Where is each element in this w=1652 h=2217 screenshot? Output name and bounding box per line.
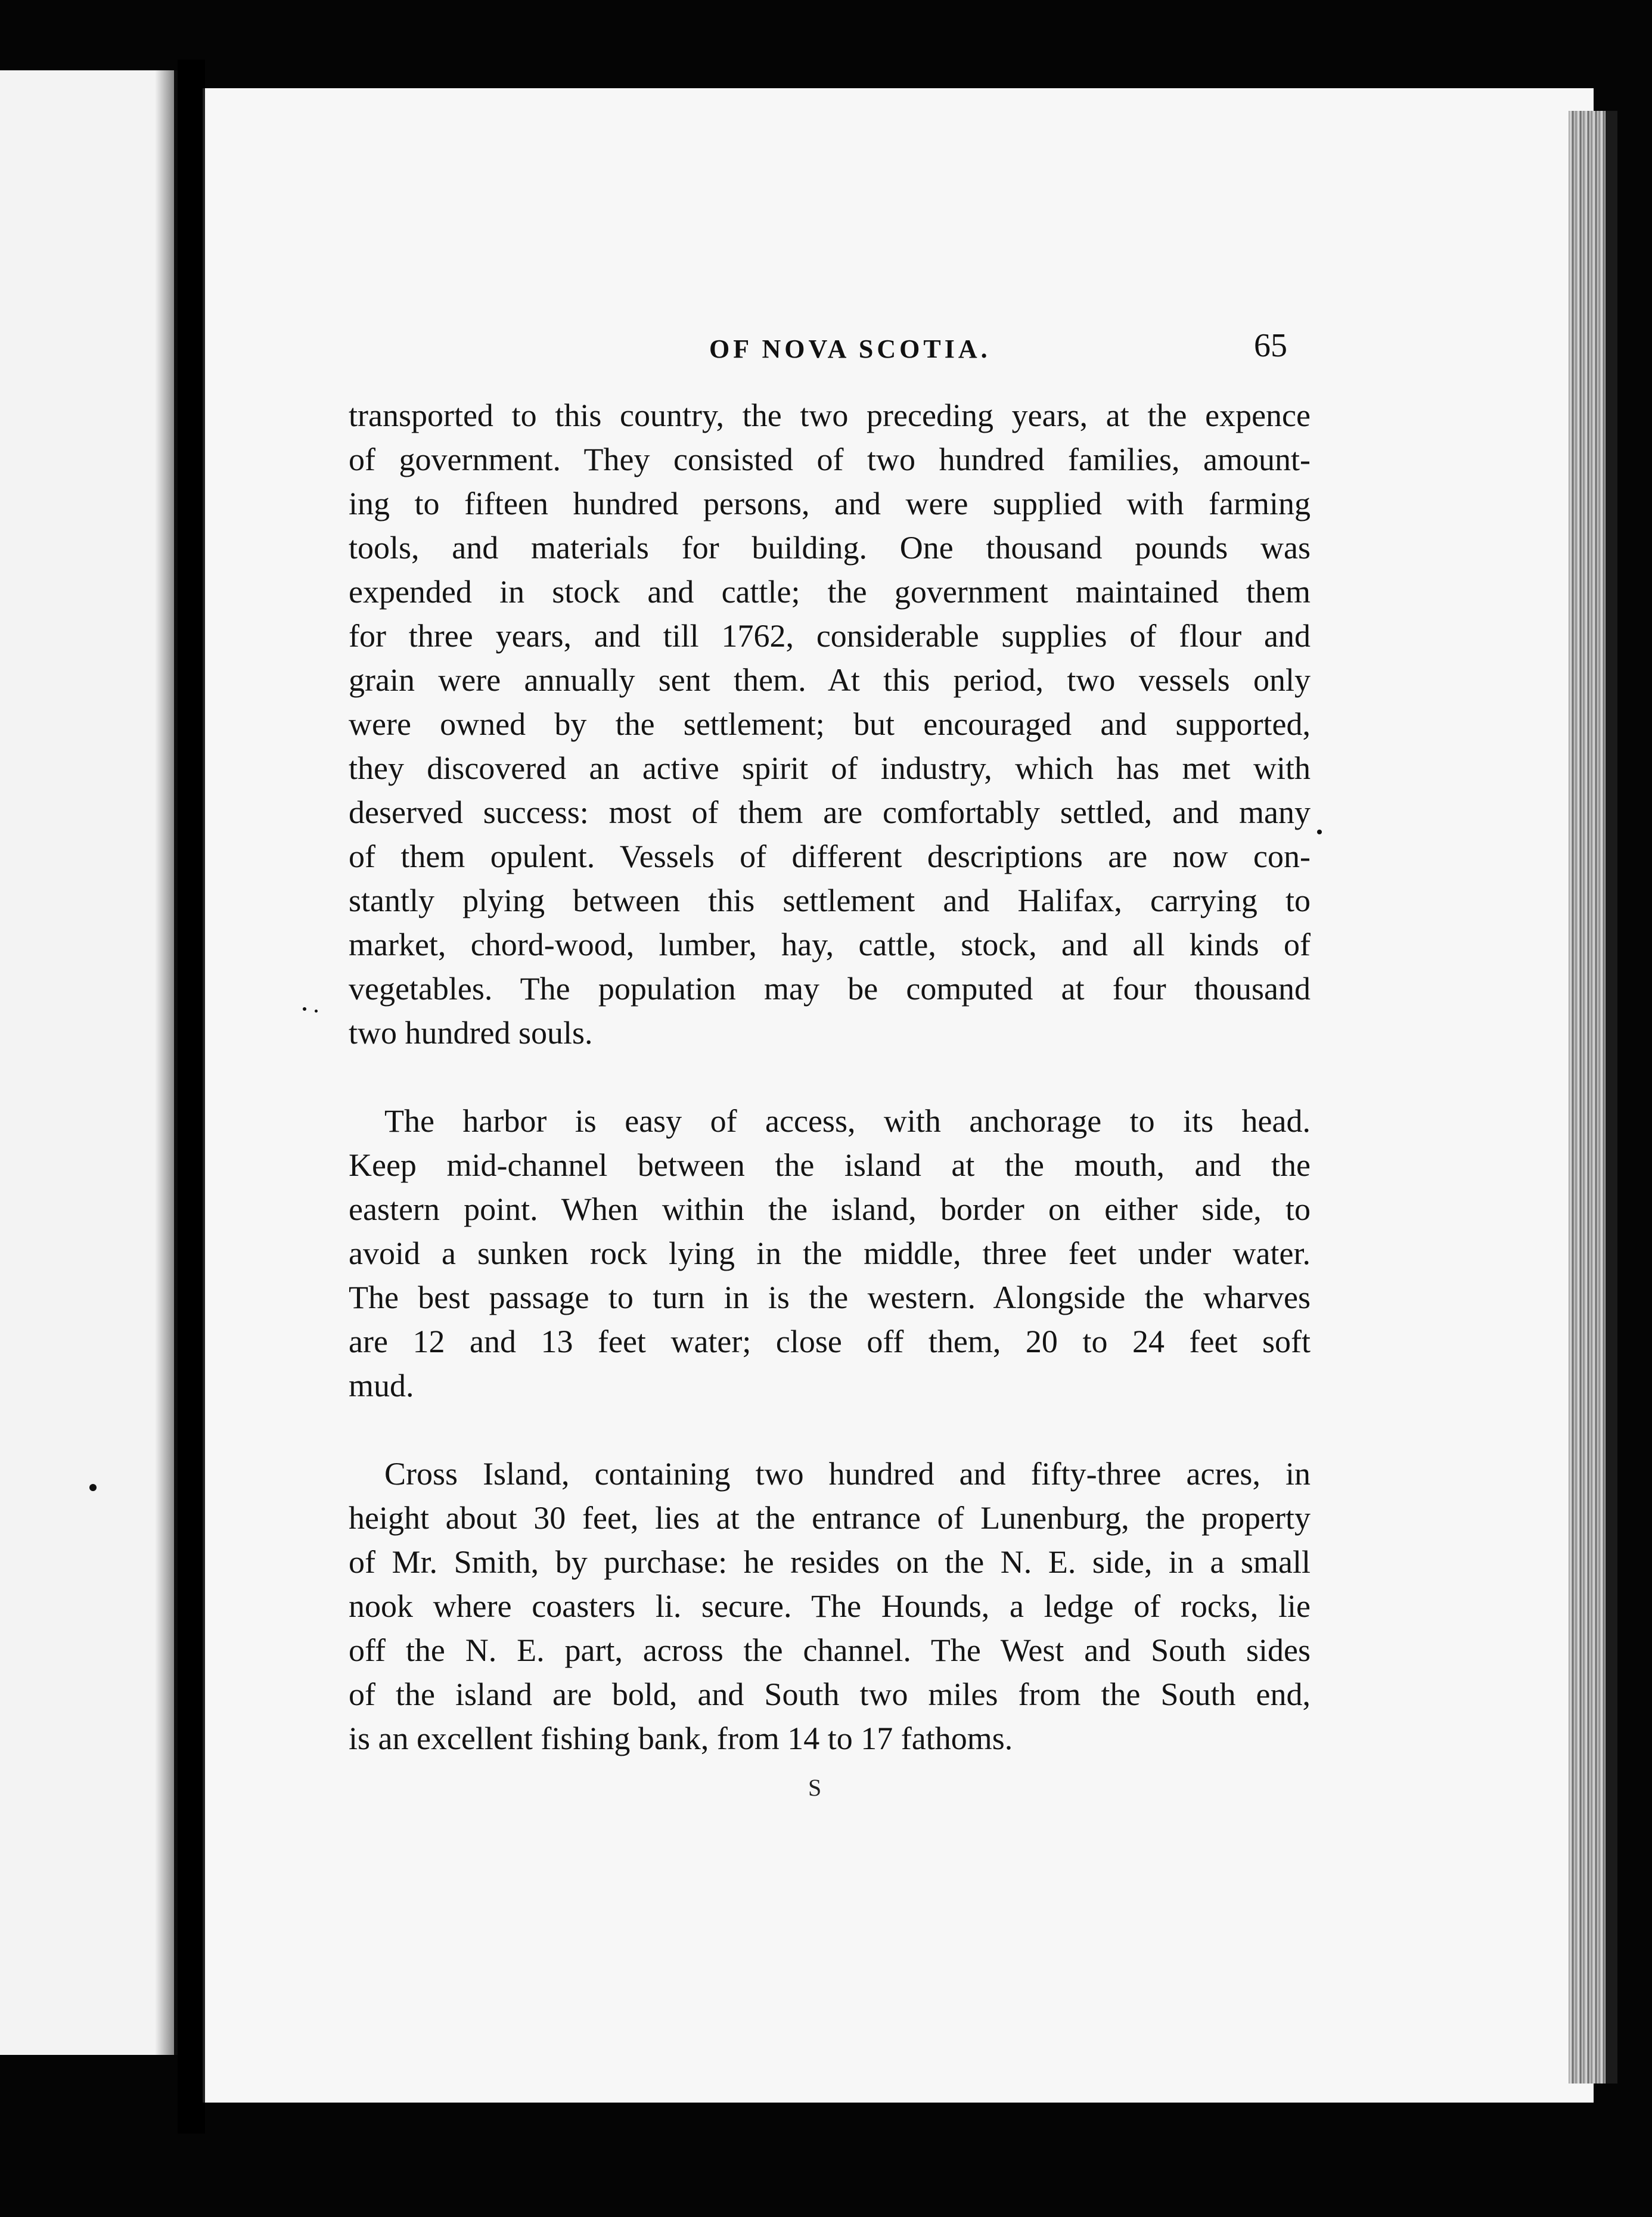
signature-mark: S xyxy=(808,1774,822,1801)
paragraph xyxy=(349,1452,1311,1760)
text-line: The best passage to turn in is the western. Alongside the wharves xyxy=(349,1280,1311,1315)
text-line: for three years, and till 1762, considerable supplies of flour and xyxy=(349,618,1311,654)
running-header: OF NOVA SCOTIA. xyxy=(709,334,991,364)
text-line: tools, and materials for building. One thousand pounds was xyxy=(349,530,1311,566)
text-line: are 12 and 13 feet water; close off them, 20 to 24 feet soft xyxy=(349,1324,1311,1359)
text-line: two hundred souls. xyxy=(349,1015,593,1051)
text-line: of Mr. Smith, by purchase: he resides on the N. E. side, in a small xyxy=(349,1544,1311,1580)
text-line: grain were annually sent them. At this period, two vessels only xyxy=(349,662,1311,698)
text-line: vegetables. The population may be computed at four thousand xyxy=(349,971,1311,1007)
text-line: ing to fifteen hundred persons, and were supplied with farming xyxy=(349,486,1311,521)
text-line: mud. xyxy=(349,1368,414,1404)
scan-speck xyxy=(315,1010,318,1013)
text-line: The harbor is easy of access, with anchorage to its head. xyxy=(384,1103,1311,1139)
text-line: avoid a sunken rock lying in the middle, three feet under water. xyxy=(349,1235,1311,1271)
scan-speck xyxy=(1317,830,1322,834)
text-line: deserved success: most of them are comfortably settled, and many xyxy=(349,794,1311,830)
text-line: of them opulent. Vessels of different descriptions are now con- xyxy=(349,839,1311,874)
facing-page-edge xyxy=(0,70,178,2055)
text-line: height about 30 feet, lies at the entrance of Lunenburg, the property xyxy=(349,1500,1311,1536)
page-number: 65 xyxy=(1254,327,1287,364)
text-line: transported to this country, the two preceding years, at the expence xyxy=(349,398,1311,433)
text-line: is an excellent fishing bank, from 14 to 17 fathoms. xyxy=(349,1721,1013,1756)
facing-page-shadow xyxy=(155,70,179,2055)
page-body xyxy=(349,393,1311,1760)
text-line: of the island are bold, and South two miles from the South end, xyxy=(349,1676,1311,1712)
page-fore-edge xyxy=(1569,111,1606,2084)
text-line: of government. They consisted of two hundred families, amount- xyxy=(349,442,1311,477)
text-line: Cross Island, containing two hundred and fifty-three acres, in xyxy=(384,1456,1311,1492)
text-line: nook where coasters li. secure. The Hounds, a ledge of rocks, lie xyxy=(349,1588,1311,1624)
text-line: they discovered an active spirit of industry, which has met with xyxy=(349,750,1311,786)
book-gutter xyxy=(178,60,205,2134)
text-line: expended in stock and cattle; the government maintained them xyxy=(349,574,1311,610)
paragraph xyxy=(349,393,1311,1055)
paragraph xyxy=(349,1099,1311,1408)
text-line: eastern point. When within the island, border on either side, to xyxy=(349,1191,1311,1227)
text-line: Keep mid-channel between the island at the mouth, and the xyxy=(349,1147,1311,1183)
text-line: stantly plying between this settlement and Halifax, carrying to xyxy=(349,883,1311,918)
scan-speck xyxy=(303,1007,306,1011)
scan-speck xyxy=(89,1484,97,1491)
text-line: off the N. E. part, across the channel. The West and South sides xyxy=(349,1632,1311,1668)
page-fore-edge-shadow xyxy=(1606,111,1617,2084)
text-line: market, chord-wood, lumber, hay, cattle, stock, and all kinds of xyxy=(349,927,1311,962)
text-line: were owned by the settlement; but encouraged and supported, xyxy=(349,706,1311,742)
